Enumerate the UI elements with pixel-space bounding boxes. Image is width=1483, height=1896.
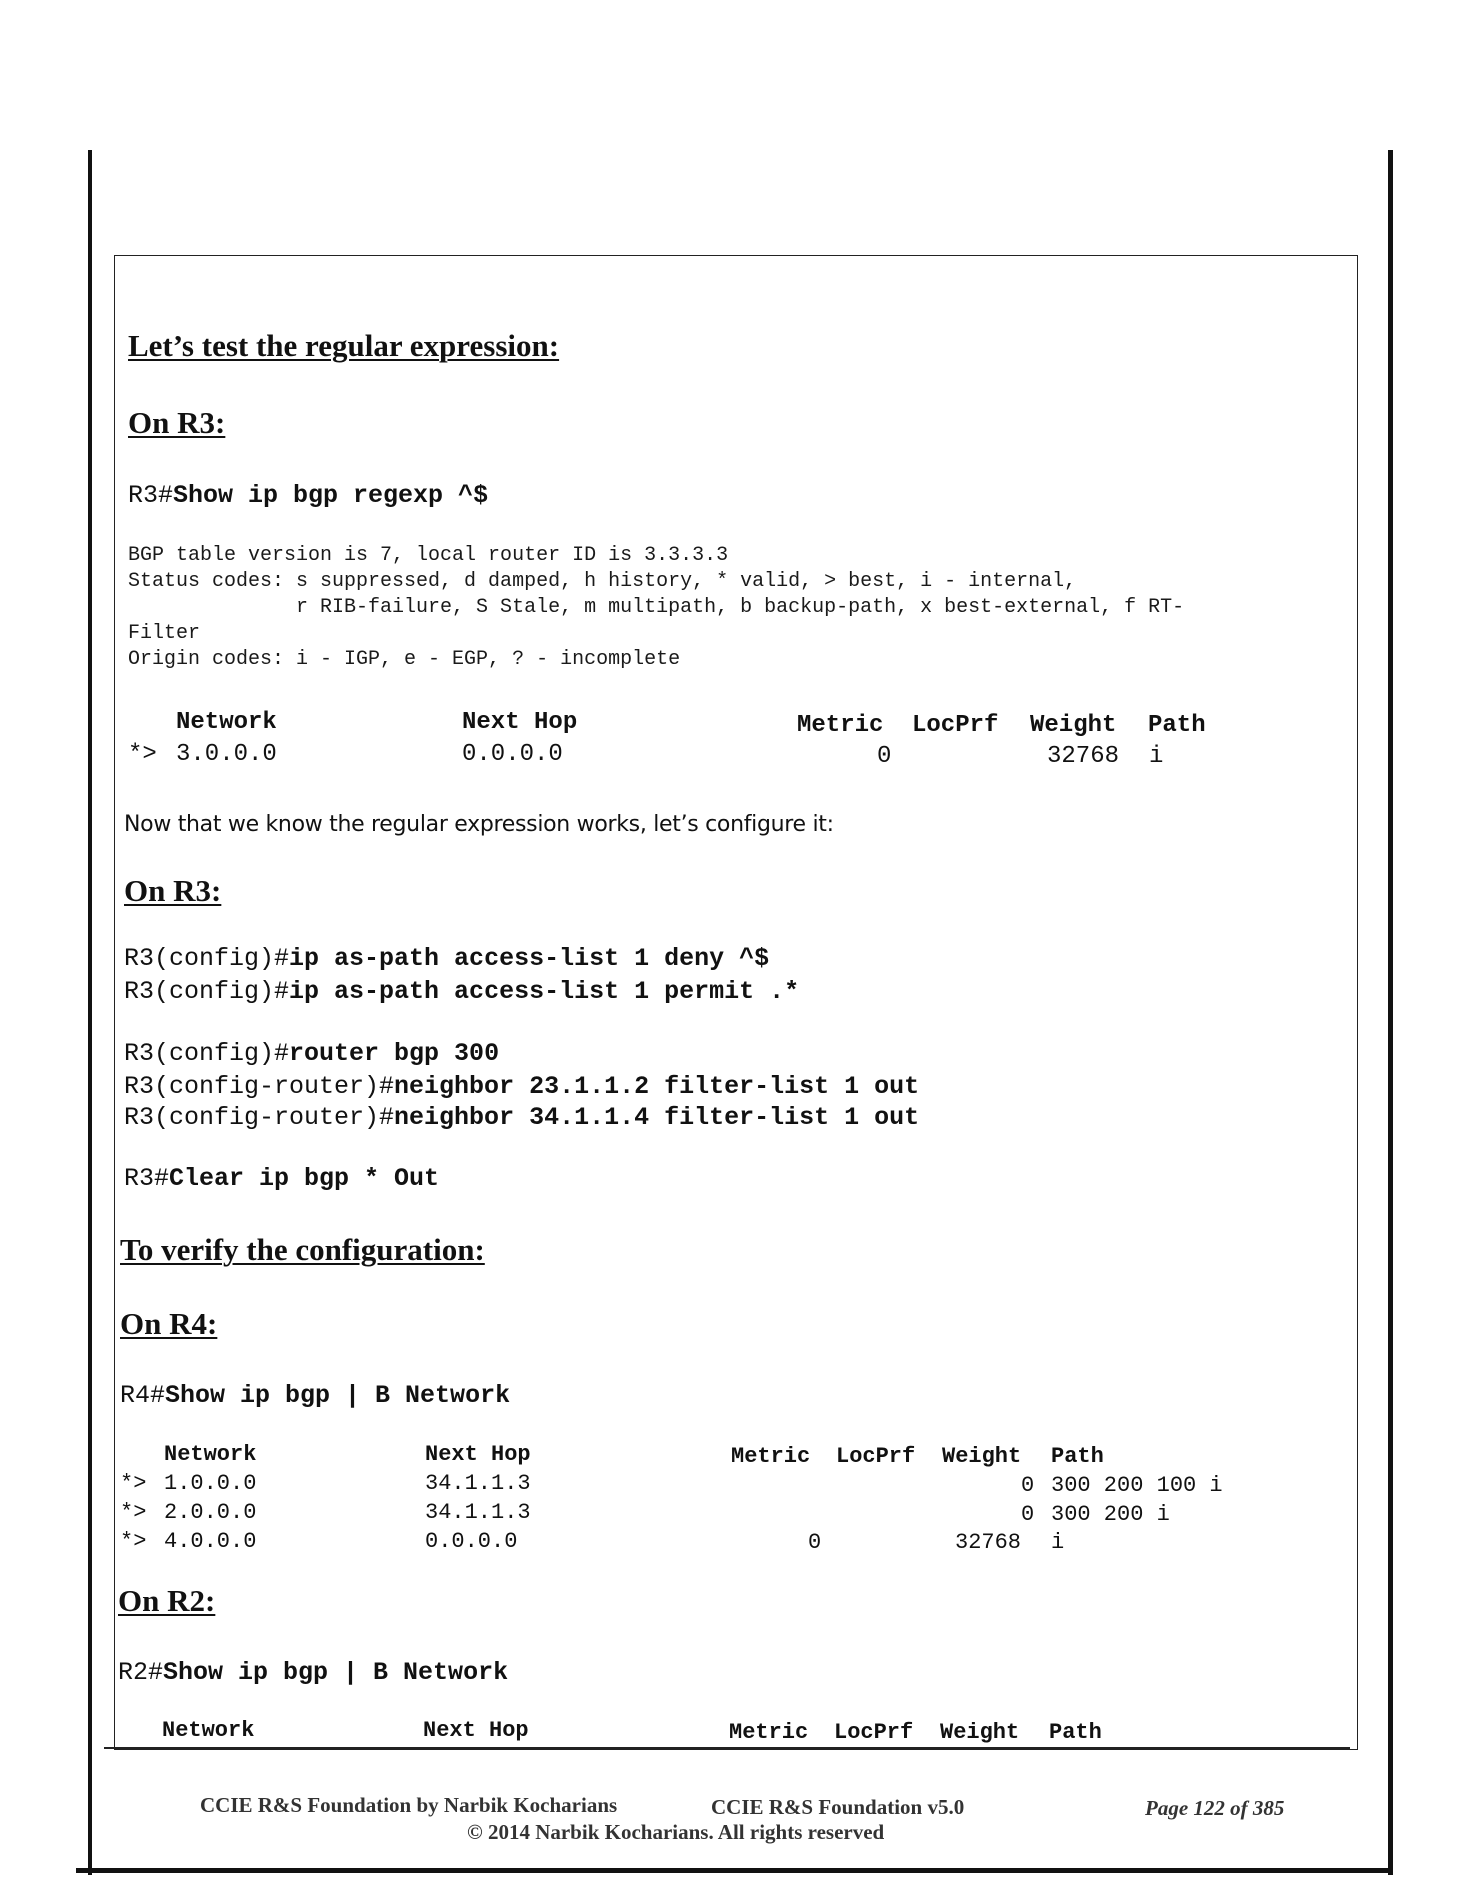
command-line-r4 [120,1381,510,1410]
cli-command: neighbor 23.1.1.2 filter-list 1 out [394,1072,920,1101]
cli-prompt: R3# [128,481,174,510]
table-cell-metric: 0 [808,1530,822,1555]
table-cell-next-hop: 0.0.0.0 [425,1529,518,1554]
footer-version: CCIE R&S Foundation v5.0 [711,1795,965,1819]
table-cell-weight: 32768 [955,1530,1022,1555]
table-header-network: Network [162,1718,255,1743]
table-header-metric: Metric [731,1444,811,1469]
section-heading-on-r4: On R4: [120,1306,218,1341]
table-header-weight: Weight [942,1444,1022,1469]
table-cell-weight: 32768 [1047,743,1120,770]
cli-command: Show ip bgp regexp ^$ [173,481,489,510]
table-cell-status: *> [128,741,157,768]
table-header-metric: Metric [797,712,884,739]
bgp-output-line: BGP table version is 7, local router ID is 3.3.3.3 [128,544,729,567]
footer-copyright: © 2014 Narbik Kocharians. All rights reserved [467,1820,885,1844]
table-header-locprf: LocPrf [912,712,999,739]
prose-configure: Now that we know the regular expression works, let’s configure it: [124,812,834,837]
bgp-output-line: Origin codes: i - IGP, e - EGP, ? - incomplete [128,648,681,671]
table-header-next-hop: Next Hop [462,709,578,736]
section-heading-on-r2: On R2: [118,1583,216,1618]
table-cell-status: *> [120,1471,147,1496]
table-header-locprf: LocPrf [834,1720,914,1745]
cli-command: Show ip bgp | B Network [163,1658,509,1687]
command-line-clear [124,1164,439,1193]
cli-prompt: R3(config-router)# [124,1072,395,1101]
table-header-locprf: LocPrf [836,1444,916,1469]
table-cell-next-hop: 0.0.0.0 [462,741,563,768]
table-cell-path: i [1051,1530,1065,1555]
config-line [124,1072,919,1101]
cli-command: neighbor 34.1.1.4 filter-list 1 out [394,1103,920,1132]
cli-prompt: R3# [124,1164,170,1193]
cli-prompt: R4# [120,1381,166,1410]
table-cell-path: 300 200 i [1051,1502,1170,1527]
config-line [124,1039,499,1068]
command-line-r2 [118,1658,508,1687]
page-border-left [88,150,92,1875]
table-header-weight: Weight [940,1720,1020,1745]
table-header-network: Network [164,1442,257,1467]
footer-book-title: CCIE R&S Foundation by Narbik Kocharians [200,1793,618,1817]
footer-page-number: Page 122 of 385 [1145,1796,1285,1820]
cli-prompt: R3(config)# [124,977,290,1006]
table-cell-network: 4.0.0.0 [164,1529,257,1554]
table-cell-weight: 0 [1021,1473,1035,1498]
page-border-bottom [76,1868,1393,1873]
table-header-weight: Weight [1030,712,1117,739]
table-header-path: Path [1051,1444,1104,1469]
table-cell-next-hop: 34.1.1.3 [425,1471,531,1496]
config-line [124,1103,919,1132]
bgp-output-line: r RIB-failure, S Stale, m multipath, b backup-path, x best-external, f RT- [128,596,1185,619]
table-cell-path: i [1149,743,1164,770]
table-header-next-hop: Next Hop [423,1718,529,1743]
content-frame-bottom [104,1747,1350,1749]
config-line [124,944,769,973]
cli-command: Clear ip bgp * Out [169,1164,440,1193]
table-cell-metric: 0 [877,743,892,770]
cli-command: Show ip bgp | B Network [165,1381,511,1410]
table-cell-network: 3.0.0.0 [176,741,277,768]
bgp-output-line: Filter [128,622,201,645]
table-header-path: Path [1148,712,1206,739]
cli-prompt: R3(config)# [124,944,290,973]
command-line-regexp [128,481,488,510]
table-cell-status: *> [120,1529,147,1554]
section-heading-verify: To verify the configuration: [120,1232,485,1267]
table-header-next-hop: Next Hop [425,1442,531,1467]
section-heading-test: Let’s test the regular expression: [128,328,560,363]
table-header-metric: Metric [729,1720,809,1745]
table-cell-network: 2.0.0.0 [164,1500,257,1525]
cli-command: ip as-path access-list 1 deny ^$ [289,944,770,973]
table-cell-status: *> [120,1500,147,1525]
section-heading-on-r3: On R3: [128,405,226,440]
cli-prompt: R3(config)# [124,1039,290,1068]
section-heading-on-r3: On R3: [124,873,222,908]
cli-command: ip as-path access-list 1 permit .* [289,977,800,1006]
config-line [124,977,799,1006]
table-header-network: Network [176,709,277,736]
table-cell-network: 1.0.0.0 [164,1471,257,1496]
cli-prompt: R2# [118,1658,164,1687]
bgp-output-line: Status codes: s suppressed, d damped, h history, * valid, > best, i - internal, [128,570,1077,593]
page-border-right [1388,150,1393,1875]
table-cell-weight: 0 [1021,1502,1035,1527]
table-header-path: Path [1049,1720,1102,1745]
table-cell-path: 300 200 100 i [1051,1473,1223,1498]
cli-prompt: R3(config-router)# [124,1103,395,1132]
cli-command: router bgp 300 [289,1039,500,1068]
table-cell-next-hop: 34.1.1.3 [425,1500,531,1525]
